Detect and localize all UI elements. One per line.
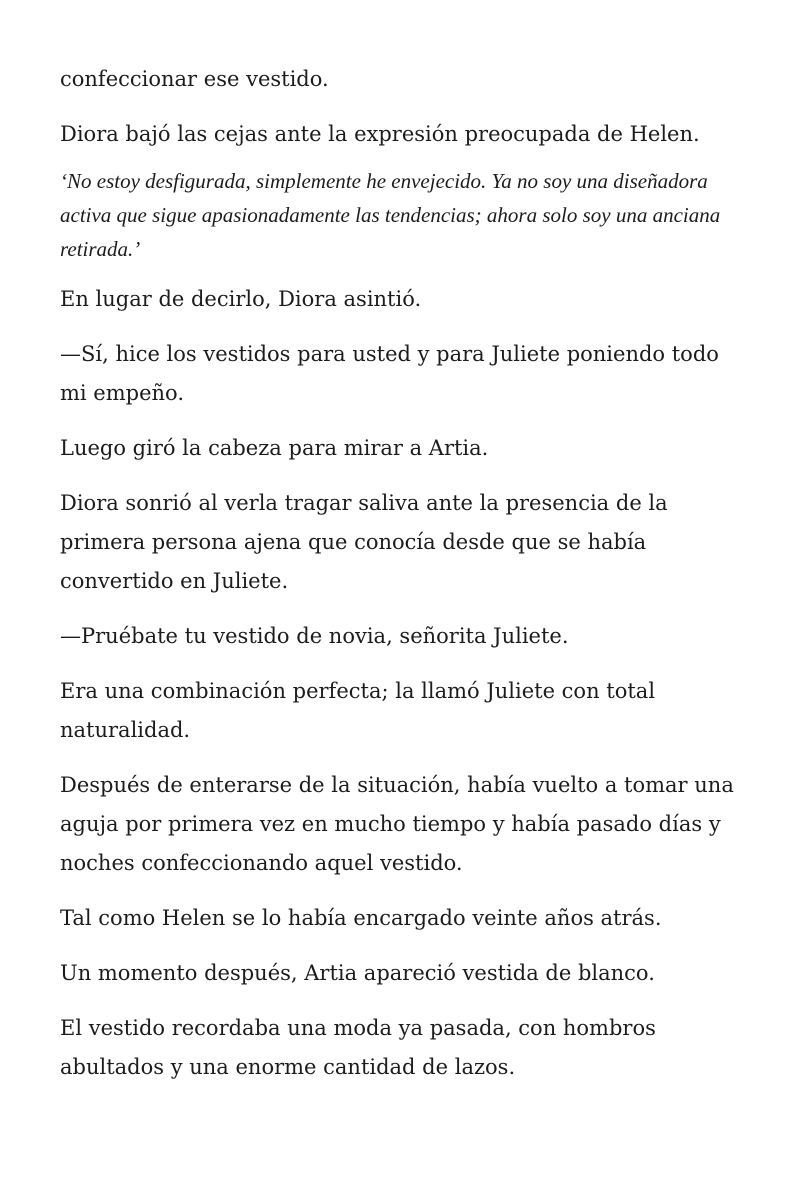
dialogue-paragraph: —Pruébate tu vestido de novia, señorita Juliete. [60, 624, 569, 648]
paragraph: confeccionar ese vestido. [60, 67, 329, 91]
paragraph: En lugar de decirlo, Diora asintió. [60, 287, 422, 311]
reader-page [60, 60, 750, 1103]
paragraph: El vestido recordaba una moda ya pasada, con hombros abultados y una enorme cantidad de lazos. [60, 1016, 656, 1079]
paragraph: Tal como Helen se lo había encargado veinte años atrás. [60, 906, 662, 930]
inner-thought-paragraph: ‘No estoy desfigurada, simplemente he envejecido. Ya no soy una diseñadora activa que sigue apasionadamente las tendencias; ahora solo soy una anciana retirada.’ [60, 169, 721, 261]
paragraph: Luego giró la cabeza para mirar a Artia. [60, 436, 489, 460]
paragraph: Diora sonrió al verla tragar saliva ante la presencia de la primera persona ajena que conocía desde que se había convertido en Juliete. [60, 491, 668, 593]
paragraph: Después de enterarse de la situación, había vuelto a tomar una aguja por primera vez en mucho tiempo y había pasado días y noches confeccionando aquel vestido. [60, 773, 734, 875]
dialogue-paragraph: —Sí, hice los vestidos para usted y para Juliete poniendo todo mi empeño. [60, 342, 719, 405]
paragraph: Era una combinación perfecta; la llamó Juliete con total naturalidad. [60, 679, 656, 742]
paragraph: Un momento después, Artia apareció vestida de blanco. [60, 961, 655, 985]
paragraph: Diora bajó las cejas ante la expresión preocupada de Helen. [60, 122, 700, 146]
